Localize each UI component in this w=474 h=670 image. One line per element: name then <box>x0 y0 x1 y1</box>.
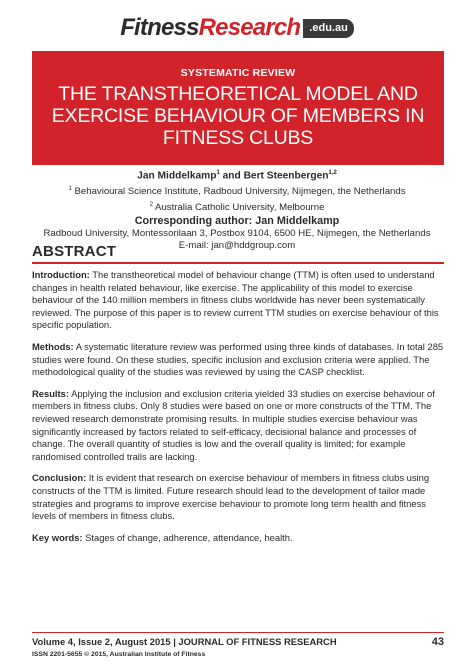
affiliation-2-text: Australia Catholic University, Melbourne <box>152 201 325 213</box>
introduction-text: The transtheoretical model of behaviour change (TTM) is often used to understand changes in health related behaviour, like exercise. The applicability of this model to exercise behaviour of the 140 million members in fitness clubs worldwide has never been systematically reviewed. The purpose of this paper is to review current TTM studies on exercise behaviour of this specific population. <box>32 269 439 331</box>
abstract-conclusion <box>32 472 444 522</box>
introduction-label: Introduction: <box>32 269 90 280</box>
article-title-line-2: EXERCISE BEHAVIOUR OF MEMBERS IN <box>51 105 425 127</box>
author-1: Jan Middelkamp <box>137 170 217 182</box>
article-type: SYSTEMATIC REVIEW <box>180 67 296 79</box>
page-number: 43 <box>431 636 444 648</box>
abstract-methods <box>32 341 444 379</box>
author-2: Bert Steenbergen <box>243 170 329 182</box>
page-footer <box>32 632 444 658</box>
corresponding-author-heading: Corresponding author: Jan Middelkamp <box>134 215 340 228</box>
logo-domain-tag: .edu.au <box>303 19 354 38</box>
affiliation-1-mark: 1 <box>68 185 72 192</box>
footer-row <box>32 636 444 648</box>
affiliation-2 <box>0 199 474 215</box>
conclusion-label: Conclusion: <box>32 472 87 484</box>
author-names <box>0 167 474 183</box>
article-title-line-1: THE TRANSTHEORETICAL MODEL AND <box>58 83 418 105</box>
journal-citation: Volume 4, Issue 2, August 2015 | JOURNAL OF FITNESS RESEARCH <box>32 636 337 647</box>
author-1-affiliation-mark: 1 <box>216 170 220 176</box>
keywords-label: Key words: <box>32 531 83 543</box>
abstract-introduction <box>32 269 444 332</box>
corresponding-address: Radboud University, Montessorilaan 3, Postbox 9104, 6500 HE, Nijmegen, the Netherlands <box>43 227 431 239</box>
author-block <box>0 166 474 253</box>
affiliation-2-mark: 2 <box>149 201 153 208</box>
article-title <box>32 83 444 149</box>
corresponding-email: E-mail: jan@hddgroup.com <box>178 240 296 252</box>
keywords-text: Stages of change, adherence, attendance, health. <box>82 531 293 543</box>
affiliation-1 <box>0 183 474 199</box>
author-2-affiliation-mark: 1,2 <box>328 170 337 176</box>
abstract-keywords <box>32 532 444 545</box>
author-connector: and <box>219 170 244 182</box>
abstract-heading: ABSTRACT <box>32 243 444 264</box>
logo-fitness-text: Fitness <box>120 14 199 41</box>
title-banner <box>32 51 444 165</box>
methods-text: A systematic literature review was performed using three kinds of databases. In total 285 studies were found. On these studies, specific inclusion and exclusion criteria were applied. The methodological quality of the studies was reviewed by using the CASP checklist. <box>32 340 444 378</box>
methods-label: Methods: <box>32 340 74 352</box>
results-text: Applying the inclusion and exclusion criteria yielded 33 studies on exercise behaviour of members in fitness clubs. Only 8 studies were based on one or more constructs of the TTM. The reviewed research demonstrate promising results. In multiple studies exercise behaviour was significantly increased by factors related to self-efficacy, decisional balance and processes of change. The overall quantity of studies is low and the overall quality is limited; for example randomised controlled trails are lacking. <box>32 387 435 462</box>
abstract-results <box>32 388 444 464</box>
logo-research-text: Research <box>198 14 301 41</box>
article-title-line-3: FITNESS CLUBS <box>162 127 314 149</box>
issn-copyright: ISSN 2201-5655 © 2015, Australian Institute of Fitness <box>32 651 206 658</box>
affiliation-1-text: Behavioural Science Institute, Radboud University, Nijmegen, the Netherlands <box>71 186 406 198</box>
conclusion-text: It is evident that research on exercise behaviour of members in fitness clubs using constructs of the TTM is limited. Future research should lead to the development of tailor made strategies and programs to improve exercise behaviour to promote long term health and fitness levels of members in fitness clubs. <box>32 472 430 522</box>
abstract-section <box>32 243 444 553</box>
journal-logo <box>0 14 474 42</box>
results-label: Results: <box>32 387 69 399</box>
